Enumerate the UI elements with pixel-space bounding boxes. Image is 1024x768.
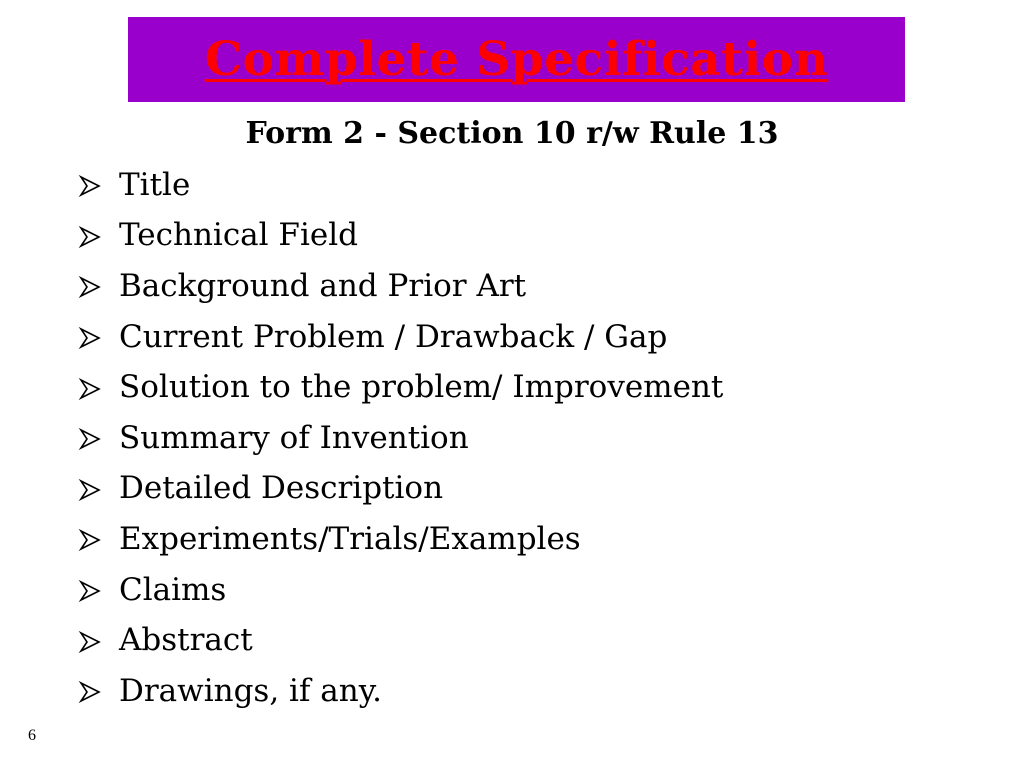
list-item: [78, 464, 723, 515]
list-item: [78, 261, 723, 312]
list-item: [78, 565, 723, 616]
list-item: [78, 615, 723, 666]
bullet-text: Background and Prior Art: [119, 267, 527, 304]
arrow-bullet-icon: [78, 326, 110, 350]
list-item: [78, 211, 723, 262]
title-banner: [128, 17, 905, 102]
slide-title: Complete Specification: [204, 32, 829, 87]
bullet-text: Detailed Description: [119, 470, 444, 507]
bullet-text: Drawings, if any.: [119, 672, 382, 709]
bullet-text: Claims: [119, 571, 227, 608]
arrow-bullet-icon: [78, 174, 110, 198]
bullet-text: Technical Field: [119, 217, 358, 254]
arrow-bullet-icon: [78, 275, 110, 299]
bullet-text: Title: [119, 166, 191, 203]
bullet-text: Experiments/Trials/Examples: [119, 520, 581, 557]
list-item: [78, 514, 723, 565]
arrow-bullet-icon: [78, 528, 110, 552]
slide-subtitle: Form 2 - Section 10 r/w Rule 13: [245, 116, 779, 151]
arrow-bullet-icon: [78, 377, 110, 401]
list-item: [78, 160, 723, 211]
bullet-text: Solution to the problem/ Improvement: [119, 369, 724, 406]
list-item: [78, 312, 723, 363]
arrow-bullet-icon: [78, 478, 110, 502]
arrow-bullet-icon: [78, 680, 110, 704]
list-item: [78, 413, 723, 464]
list-item: [78, 666, 723, 717]
arrow-bullet-icon: [78, 579, 110, 603]
bullet-text: Current Problem / Drawback / Gap: [119, 318, 668, 355]
list-item: [78, 362, 723, 413]
arrow-bullet-icon: [78, 225, 110, 249]
bullet-text: Abstract: [119, 622, 253, 659]
arrow-bullet-icon: [78, 630, 110, 654]
arrow-bullet-icon: [78, 427, 110, 451]
page-number: 6: [28, 727, 36, 744]
bullet-text: Summary of Invention: [119, 419, 469, 456]
bullet-list: [78, 160, 723, 717]
